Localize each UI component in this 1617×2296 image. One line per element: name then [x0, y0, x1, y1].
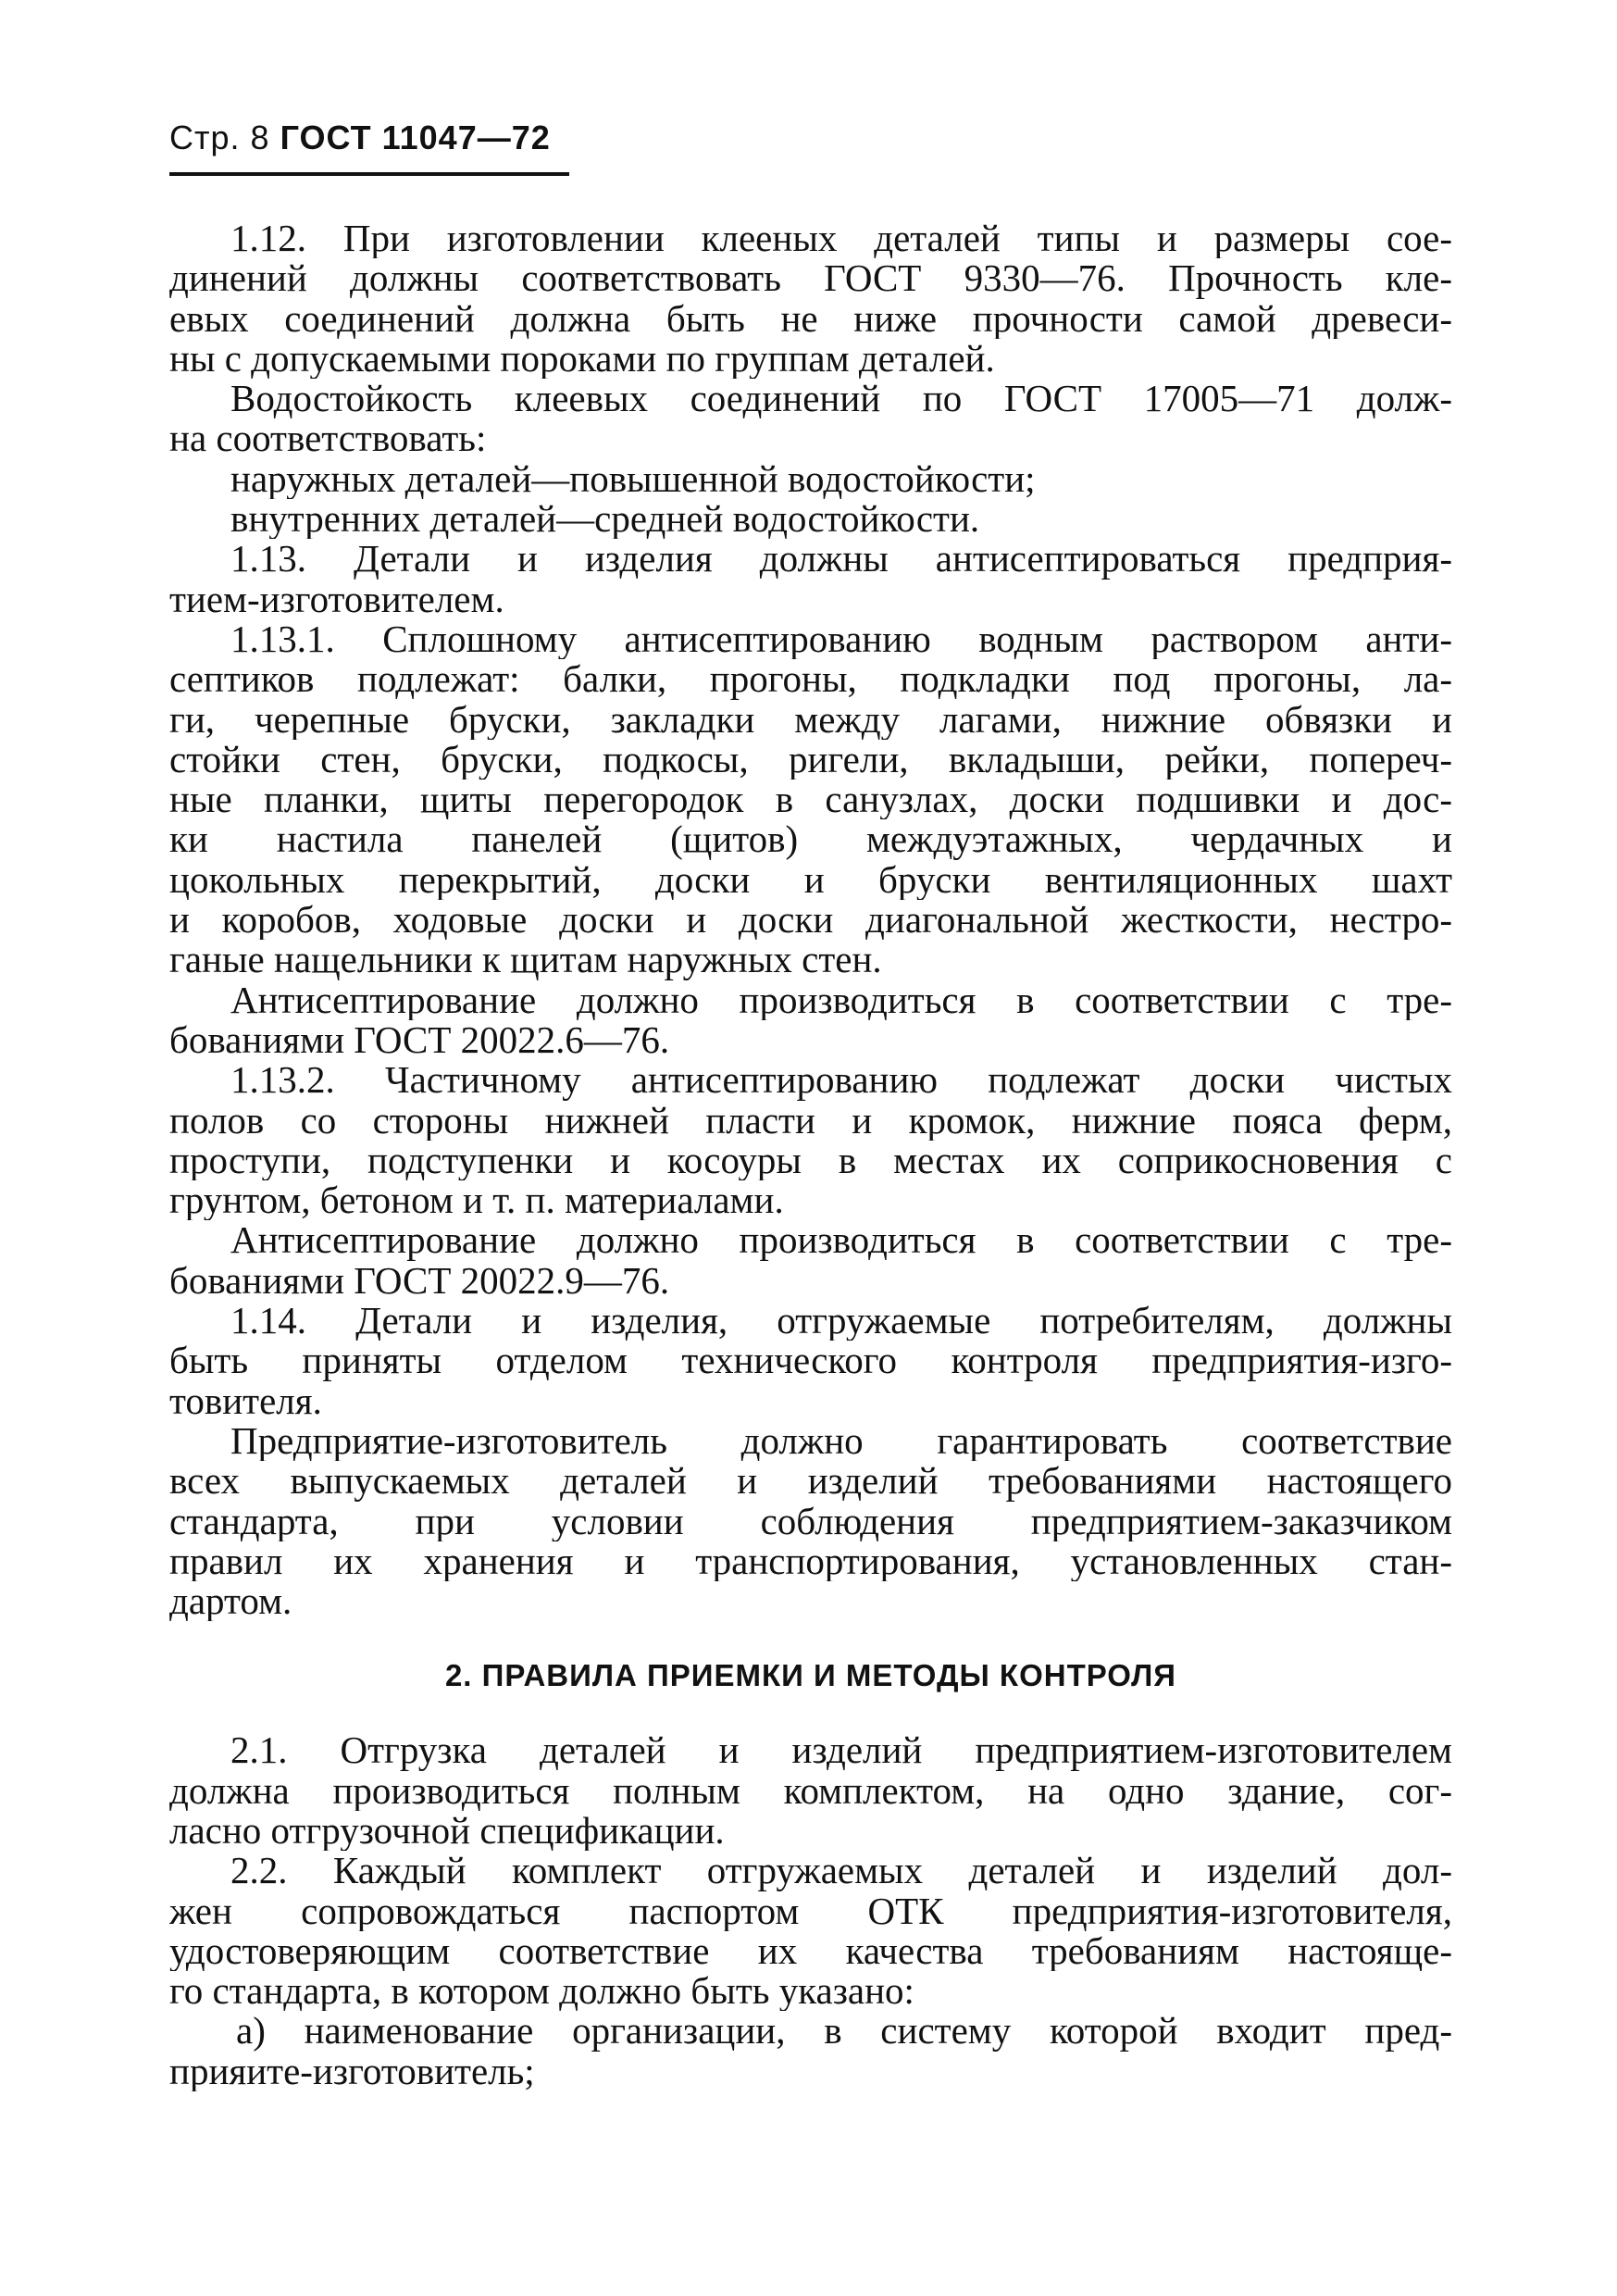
text-line: ки настила панелей (щитов) междуэтажных, чердачных и	[169, 819, 1452, 860]
page-number-label: Стр. 8	[169, 119, 270, 156]
text-line: евых соединений должна быть не ниже прочности самой древеси-	[169, 298, 1452, 339]
document-body	[169, 218, 1452, 2091]
text-line: а) наименование организации, в систему которой входит пред-	[236, 2011, 1452, 2052]
text-line: го стандарта, в котором должно быть указано:	[169, 1971, 914, 2012]
text-line: ные планки, щиты перегородок в санузлах, доски подшивки и дос-	[169, 780, 1452, 820]
text-line: 1.13.1. Сплошному антисептированию водным раствором анти-	[230, 618, 1452, 660]
text-line: внутренних деталей—средней водостойкости.	[230, 499, 980, 540]
page-header	[169, 119, 551, 157]
text-line: прияите-изготовитель;	[169, 2051, 535, 2092]
section-heading: 2. ПРАВИЛА ПРИЕМКИ И МЕТОДЫ КОНТРОЛЯ	[444, 1658, 1177, 1693]
text-line: наружных деталей—повышенной водостойкости;	[230, 458, 1036, 500]
text-line: проступи, подступенки и косоуры в местах их соприкосновения с	[169, 1140, 1452, 1181]
text-line: 2.1. Отгрузка деталей и изделий предприятием-изготовителем	[230, 1730, 1452, 1771]
text-line: ги, черепные бруски, закладки между лагами, нижние обвязки и	[169, 699, 1452, 740]
text-line: и коробов, ходовые доски и доски диагональной жесткости, нестро-	[169, 900, 1452, 941]
text-line: Водостойкость клеевых соединений по ГОСТ 17005—71 долж-	[230, 379, 1452, 419]
text-line: ласно отгрузочной спецификации.	[169, 1810, 725, 1852]
text-line: 1.13.2. Частичному антисептированию подлежат доски чистых	[230, 1060, 1452, 1101]
text-line: ганые нащельники к щитам наружных стен.	[169, 940, 882, 980]
text-line: стандарта, при условии соблюдения предприятием-заказчиком	[169, 1501, 1452, 1541]
text-line: 1.14. Детали и изделия, отгружаемые потребителям, должны	[230, 1301, 1452, 1341]
text-line: удостоверяющим соответствие их качества требованиям настояще-	[169, 1930, 1452, 1972]
text-line: товителя.	[169, 1380, 322, 1421]
text-line: жен сопровождаться паспортом ОТК предприятия-изготовителя,	[169, 1890, 1452, 1931]
text-line: всех выпускаемых деталей и изделий требованиями настоящего	[169, 1461, 1452, 1502]
text-line: Антисептирование должно производиться в соответствии с тре-	[230, 1220, 1452, 1261]
text-line: дартом.	[169, 1581, 292, 1622]
text-line: септиков подлежат: балки, прогоны, подкладки под прогоны, ла-	[169, 659, 1452, 700]
text-line: ны с допускаемыми пороками по группам деталей.	[169, 338, 995, 380]
text-line: полов со стороны нижней пласти и кромок, нижние пояса ферм,	[169, 1100, 1452, 1141]
text-line: тием-изготовителем.	[169, 579, 504, 619]
text-line: должна производиться полным комплектом, на одно здание, сог-	[169, 1770, 1452, 1811]
text-line: 1.12. При изготовлении клееных деталей типы и размеры сое-	[230, 218, 1452, 259]
standard-number: ГОСТ 11047—72	[280, 119, 551, 156]
header-rule	[169, 172, 569, 176]
text-line: динений должны соответствовать ГОСТ 9330—76. Прочность кле-	[169, 258, 1452, 299]
text-line: Предприятие-изготовитель должно гарантировать соответствие	[230, 1420, 1452, 1462]
text-line: 2.2. Каждый комплект отгружаемых деталей и изделий дол-	[230, 1851, 1452, 1891]
text-line: 1.13. Детали и изделия должны антисептироваться предприя-	[230, 539, 1452, 580]
text-line: грунтом, бетоном и т. п. материалами.	[169, 1180, 784, 1221]
text-line: стойки стен, бруски, подкосы, ригели, вкладыши, рейки, попереч-	[169, 739, 1452, 780]
text-line: на соответствовать:	[169, 418, 487, 459]
text-line: бованиями ГОСТ 20022.9—76.	[169, 1260, 670, 1302]
text-line: быть приняты отделом технического контроля предприятия-изго-	[169, 1341, 1452, 1381]
text-line: правил их хранения и транспортирования, установленных стан-	[169, 1541, 1452, 1582]
text-line: цокольных перекрытий, доски и бруски вентиляционных шахт	[169, 859, 1452, 901]
text-line: Антисептирование должно производиться в соответствии с тре-	[230, 980, 1452, 1020]
text-line: бованиями ГОСТ 20022.6—76.	[169, 1019, 670, 1061]
